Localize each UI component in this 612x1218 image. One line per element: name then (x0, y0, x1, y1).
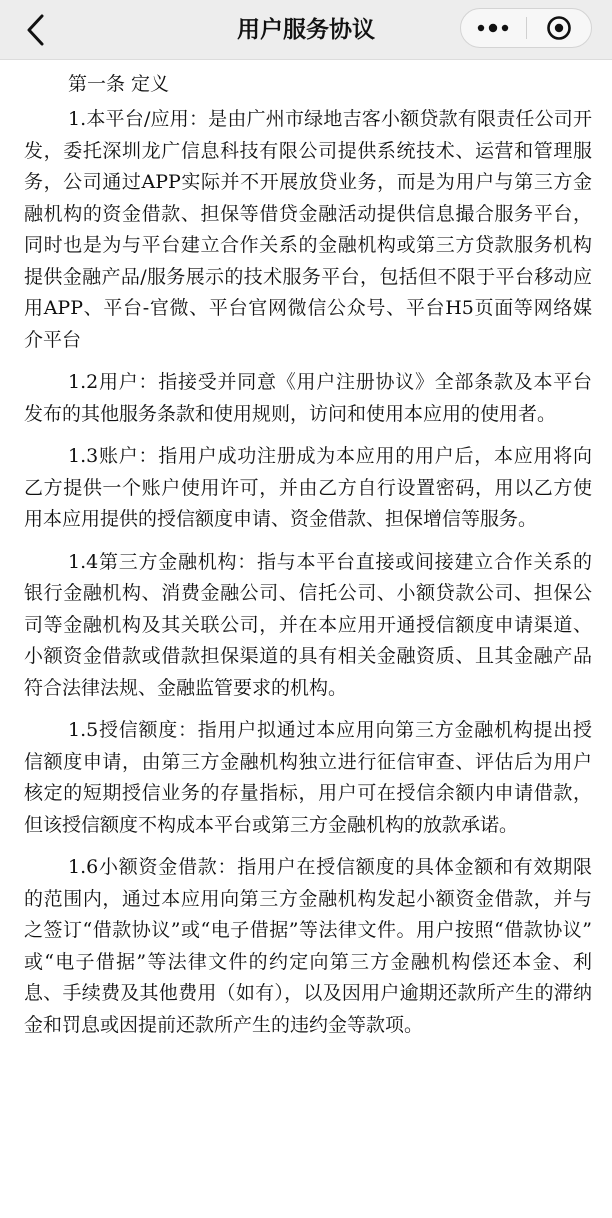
paragraph-small-loan-definition: 1.6小额资金借款：指用户在授信额度的具体金额和有效期限的范围内，通过本应用向第三方金融机构发起小额资金借款，并与之签订“借款协议”或“电子借据”等法律文件。用户按照“借款协议” 或“电子借据”等法律文件的约定向第三方金融机构偿还本金、利息、手续费及其他费用（如有），以及因用户逾期还款所产生的滞纳金和罚息或因提前还款所产生的违约金等款项。 (24, 856, 592, 1036)
paragraph-financial-institution-definition: 1.4第三方金融机构：指与本平台直接或间接建立合作关系的银行金融机构、消费金融公司、信托公司、小额贷款公司、担保公司等金融机构及其关联公司，并在本应用开通授信额度申请渠道、小额资金借款或借款担保渠道的具有相关金融资质、且其金融产品符合法律法规、金融监管要求的机构。 (24, 550, 592, 699)
page-title: 用户服务协议 (237, 17, 375, 43)
back-button[interactable] (14, 8, 58, 52)
agreement-content (24, 64, 592, 1052)
close-button[interactable] (527, 9, 592, 47)
section-heading: 第一条 定义 (68, 73, 170, 95)
mini-program-capsule (460, 8, 592, 48)
chevron-left-icon (24, 13, 48, 47)
more-button[interactable] (461, 9, 526, 47)
paragraph-account-definition: 1.3账户：指用户成功注册成为本应用的用户后，本应用将向乙方提供一个账户使用许可，并由乙方自行设置密码，用以乙方使用本应用提供的授信额度申请、资金借款、担保增信等服务。 (24, 445, 592, 530)
paragraph-platform-definition: 1.本平台/应用：是由广州市绿地吉客小额贷款有限责任公司开发，委托深圳龙广信息科技有限公司提供系统技术、运营和管理服务，公司通过APP实际并不开展放贷业务，而是为用户与第三方金融机构的资金借款、担保等借贷金融活动提供信息撮合服务平台，同时也是为与平台建立合作关系的金融机构或第三方贷款服务机构提供金融产品/服务展示的技术服务平台，包括但不限于平台移动应用APP、平台-官微、平台官网微信公众号、平台H5页面等网络媒介平台 (24, 108, 592, 351)
paragraph-credit-limit-definition: 1.5授信额度：指用户拟通过本应用向第三方金融机构提出授信额度申请，由第三方金融机构独立进行征信审查、评估后为用户核定的短期授信业务的存量指标，用户可在授信余额内申请借款，但该授信额度不构成本平台或第三方金融机构的放款承诺。 (24, 719, 592, 836)
more-dots-icon (475, 22, 511, 34)
navigation-bar (0, 0, 612, 60)
target-circle-icon (546, 15, 572, 41)
paragraph-user-definition: 1.2用户：指接受并同意《用户注册协议》全部条款及本平台发布的其他服务条款和使用规则，访问和使用本应用的使用者。 (24, 371, 592, 425)
